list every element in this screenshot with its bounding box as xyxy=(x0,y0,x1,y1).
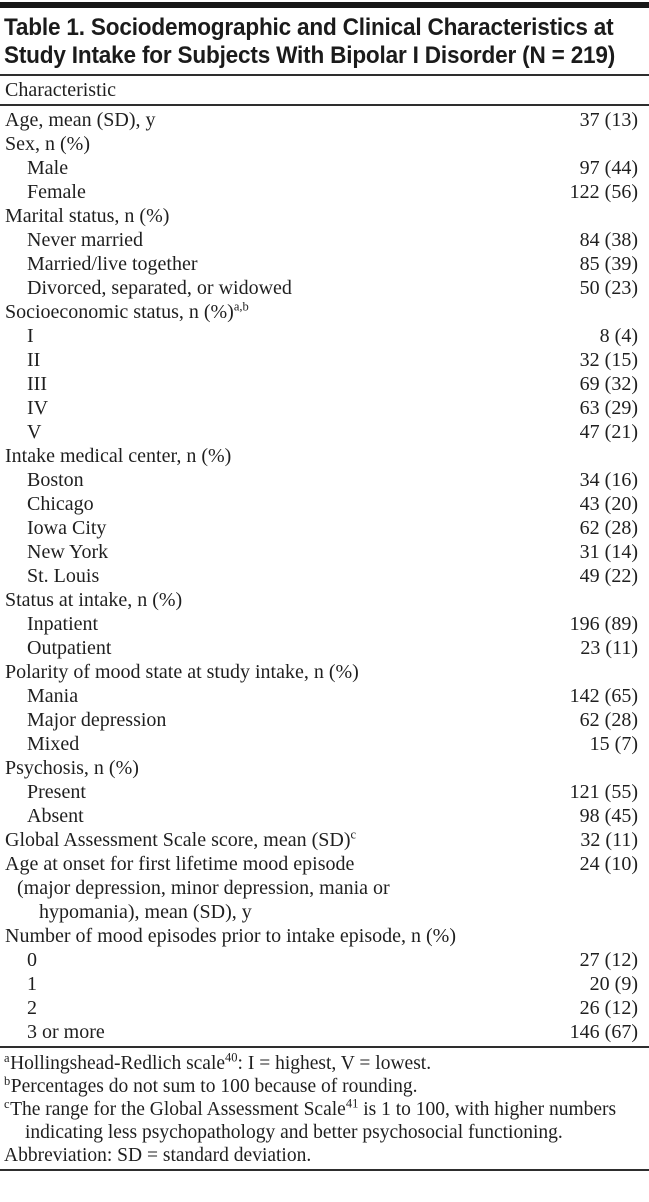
row-label xyxy=(27,516,106,540)
footnote-marker: a xyxy=(4,1050,10,1065)
table-row xyxy=(0,804,649,828)
table-row xyxy=(0,204,649,228)
row-label-text: Never married xyxy=(27,229,144,251)
row-label xyxy=(27,708,166,732)
table-row xyxy=(0,636,649,660)
row-value: 24 (10) xyxy=(579,853,638,875)
row-label-text: Female xyxy=(27,181,86,203)
footnote-line xyxy=(4,1098,643,1144)
row-value: 49 (22) xyxy=(579,565,638,587)
row-value: 31 (14) xyxy=(579,541,638,563)
row-value: 34 (16) xyxy=(579,469,638,491)
row-value: 27 (12) xyxy=(579,949,638,971)
row-label-text: Inpatient xyxy=(27,613,99,635)
row-value: 26 (12) xyxy=(579,997,638,1019)
row-label-text: Socioeconomic status, n (%) xyxy=(5,301,234,323)
footnote-text: Abbreviation: SD = standard deviation. xyxy=(4,1145,312,1166)
row-value: 32 (11) xyxy=(580,829,638,851)
row-label xyxy=(27,228,143,252)
row-label xyxy=(27,468,84,492)
table-row xyxy=(0,828,649,852)
row-label xyxy=(27,780,86,804)
table-row xyxy=(0,276,649,300)
row-value: 146 (67) xyxy=(569,1021,638,1043)
row-label-text: Present xyxy=(27,781,86,803)
table-row xyxy=(0,156,649,180)
row-label-text: 2 xyxy=(27,997,37,1019)
table-row xyxy=(0,924,649,948)
row-value: 121 (55) xyxy=(569,781,638,803)
row-label-text: 0 xyxy=(27,949,37,971)
table-row xyxy=(0,972,649,996)
row-label-text: Intake medical center, n (%) xyxy=(5,445,232,467)
row-label-text: Polarity of mood state at study intake, n (%) xyxy=(5,661,359,683)
table-row xyxy=(0,948,649,972)
table-row xyxy=(0,732,649,756)
row-value: 62 (28) xyxy=(579,709,638,731)
footnote-line xyxy=(4,1052,643,1075)
table-row xyxy=(0,396,649,420)
row-label-text: hypomania), mean (SD), y xyxy=(39,901,252,923)
row-label xyxy=(5,588,182,612)
row-value: 142 (65) xyxy=(569,685,638,707)
row-value: 98 (45) xyxy=(579,805,638,827)
table-row xyxy=(0,132,649,156)
row-label xyxy=(27,1020,105,1044)
table-row xyxy=(0,348,649,372)
table-title-line-1: Table 1. Sociodemographic and Clinical Characteristics at xyxy=(4,14,614,41)
row-label xyxy=(5,204,169,228)
row-label xyxy=(27,564,99,588)
footnote-text: The range for the Global Assessment Scale$^{41}$ is 1 to 100, with higher numbers indicating less psychopathology and better psychosocial functioning. xyxy=(10,1096,617,1143)
row-label-text: Absent xyxy=(27,805,84,827)
row-label-text: Mixed xyxy=(27,733,80,755)
row-value: 37 (13) xyxy=(579,109,638,131)
row-label-text: II xyxy=(27,349,41,371)
table-row xyxy=(0,852,649,876)
table-row xyxy=(0,876,649,900)
row-label-text: Number of mood episodes prior to intake episode, n (%) xyxy=(5,925,457,947)
row-label xyxy=(5,924,456,948)
table-row xyxy=(0,684,649,708)
table-body xyxy=(0,106,649,1046)
row-label-text: Married/live together xyxy=(27,253,198,275)
row-label xyxy=(27,804,84,828)
table-row xyxy=(0,540,649,564)
row-label xyxy=(27,636,111,660)
table-row xyxy=(0,564,649,588)
row-value: 62 (28) xyxy=(579,517,638,539)
table-row xyxy=(0,660,649,684)
row-label-text: (major depression, minor depression, mania or xyxy=(17,877,390,899)
row-label-text: Boston xyxy=(27,469,84,491)
table-row xyxy=(0,492,649,516)
row-label xyxy=(27,348,40,372)
table-row xyxy=(0,516,649,540)
row-label xyxy=(27,420,41,444)
row-label xyxy=(5,300,249,324)
row-label xyxy=(5,852,354,876)
row-label xyxy=(5,660,359,684)
row-label xyxy=(5,132,90,156)
table-footnotes xyxy=(0,1048,649,1167)
footnote-marker: c xyxy=(4,1096,10,1111)
row-label-text: Marital status, n (%) xyxy=(5,205,170,227)
table-row xyxy=(0,324,649,348)
table-row xyxy=(0,708,649,732)
row-label xyxy=(27,492,94,516)
row-label xyxy=(27,612,98,636)
row-label xyxy=(5,444,231,468)
row-value: 97 (44) xyxy=(579,157,638,179)
table-row xyxy=(0,900,649,924)
journal-table-page xyxy=(0,2,649,1202)
row-label xyxy=(27,324,34,348)
table-row xyxy=(0,228,649,252)
row-label-text: Divorced, separated, or widowed xyxy=(27,277,292,299)
row-footnote-marker: c xyxy=(350,827,357,842)
row-label-text: 1 xyxy=(27,973,37,995)
table-row xyxy=(0,180,649,204)
table-row xyxy=(0,1020,649,1044)
table-row xyxy=(0,780,649,804)
table-row xyxy=(0,756,649,780)
row-label-text: Global Assessment Scale score, mean (SD) xyxy=(5,829,351,851)
table-title-line-2: Study Intake for Subjects With Bipolar I Disorder (N = 219) xyxy=(4,42,616,69)
row-label-text: Sex, n (%) xyxy=(5,133,90,155)
row-value: 84 (38) xyxy=(579,229,638,251)
row-label xyxy=(27,252,198,276)
row-value: 43 (20) xyxy=(579,493,638,515)
row-label-text: I xyxy=(27,325,34,347)
row-label-text: Age at onset for first lifetime mood episode xyxy=(5,853,355,875)
table-row xyxy=(0,300,649,324)
row-label-text: St. Louis xyxy=(27,565,100,587)
row-label-text: Mania xyxy=(27,685,79,707)
table-row xyxy=(0,468,649,492)
row-label-text: Outpatient xyxy=(27,637,112,659)
row-label xyxy=(27,948,37,972)
table-row xyxy=(0,420,649,444)
row-label xyxy=(27,276,292,300)
row-value: 15 (7) xyxy=(589,733,638,755)
row-value: 69 (32) xyxy=(579,373,638,395)
table-row xyxy=(0,444,649,468)
column-header-characteristic: Characteristic xyxy=(5,79,117,101)
table-bottom-rule xyxy=(0,1169,649,1171)
table-row xyxy=(0,108,649,132)
row-label xyxy=(5,108,156,132)
row-value: 23 (11) xyxy=(580,637,638,659)
row-label xyxy=(5,828,356,852)
row-footnote-marker: a,b xyxy=(233,299,249,314)
row-value: 122 (56) xyxy=(569,181,638,203)
table-row xyxy=(0,588,649,612)
row-value: 8 (4) xyxy=(599,325,638,347)
row-label-text: Status at intake, n (%) xyxy=(5,589,183,611)
footnote-line xyxy=(4,1075,643,1098)
row-label-text: Male xyxy=(27,157,69,179)
table-row xyxy=(0,372,649,396)
row-label-text: Age, mean (SD), y xyxy=(5,109,156,131)
footnote-text: Hollingshead-Redlich scale$^{40}$: I = highest, V = lowest. xyxy=(10,1050,432,1074)
row-label xyxy=(27,996,37,1020)
row-value: 32 (15) xyxy=(579,349,638,371)
table-row xyxy=(0,252,649,276)
row-label-text: New York xyxy=(27,541,109,563)
row-label xyxy=(27,732,79,756)
row-label xyxy=(39,900,252,924)
row-label-text: Psychosis, n (%) xyxy=(5,757,139,779)
row-label xyxy=(27,396,48,420)
row-value: 63 (29) xyxy=(579,397,638,419)
row-label-text: Major depression xyxy=(27,709,167,731)
row-label-text: IV xyxy=(27,397,49,419)
row-label xyxy=(27,684,78,708)
row-label xyxy=(27,372,47,396)
row-label-text: 3 or more xyxy=(27,1021,105,1043)
row-label xyxy=(27,540,108,564)
footnote-line xyxy=(4,1144,643,1167)
row-value: 50 (23) xyxy=(579,277,638,299)
row-value: 196 (89) xyxy=(569,613,638,635)
table-row xyxy=(0,612,649,636)
footnote-text: Percentages do not sum to 100 because of rounding. xyxy=(10,1076,418,1097)
row-label-text: Chicago xyxy=(27,493,94,515)
row-label xyxy=(17,876,390,900)
row-label-text: V xyxy=(27,421,42,443)
row-label-text: III xyxy=(27,373,47,395)
footnote-marker: b xyxy=(4,1073,11,1088)
row-label xyxy=(5,756,139,780)
row-value: 47 (21) xyxy=(579,421,638,443)
table-row xyxy=(0,996,649,1020)
row-value: 85 (39) xyxy=(579,253,638,275)
row-label xyxy=(27,156,68,180)
table-title xyxy=(0,8,649,74)
row-label-text: Iowa City xyxy=(27,517,107,539)
row-value: 20 (9) xyxy=(589,973,638,995)
row-label xyxy=(27,180,86,204)
row-label xyxy=(27,972,37,996)
